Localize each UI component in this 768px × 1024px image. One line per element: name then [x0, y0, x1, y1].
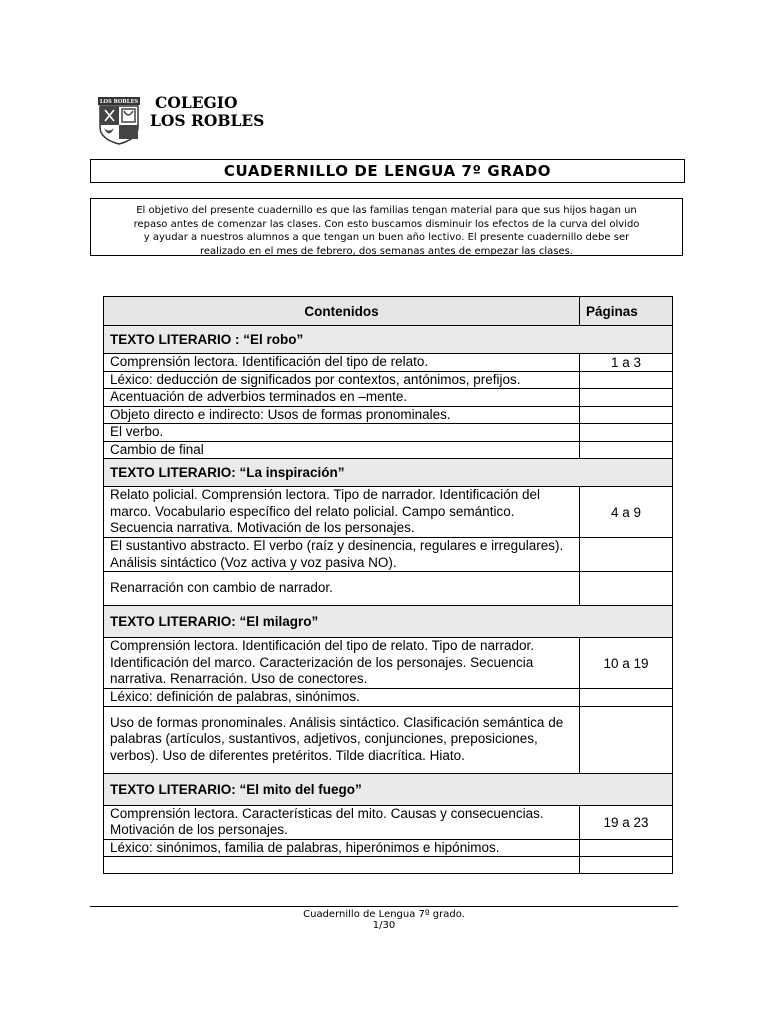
pages-cell — [580, 406, 673, 424]
content-cell: Relato policial. Comprensión lectora. Tipo de narrador. Identificación del marco. Vocabulario específico del relato policial. Campo semántico. Secuencia narrativa. Motivación de los personajes. — [104, 487, 580, 538]
pages-cell — [580, 689, 673, 707]
content-cell — [104, 857, 580, 874]
content-cell: El sustantivo abstracto. El verbo (raíz y desinencia, regulares e irregulares). Análisis sintáctico (Voz activa y voz pasiva NO). — [104, 538, 580, 572]
intro-line: El objetivo del presente cuadernillo es que las familias tengan material para que sus hijos hagan un — [136, 205, 637, 216]
pages-cell: 4 a 9 — [580, 487, 673, 538]
contents-table — [103, 296, 673, 874]
content-cell: Renarración con cambio de narrador. — [104, 572, 580, 606]
logo-text: LOS ROBLES — [99, 99, 139, 105]
pages-cell — [580, 706, 673, 773]
content-cell: Comprensión lectora. Características del mito. Causas y consecuencias. Motivación de los personajes. — [104, 805, 580, 839]
school-name-line2: LOS ROBLES — [150, 111, 265, 130]
pages-cell — [580, 857, 673, 874]
table-row — [104, 389, 673, 407]
page-number: 1/30 — [372, 920, 396, 931]
content-cell: Comprensión lectora. Identificación del tipo de relato. — [104, 354, 580, 372]
table-row — [104, 805, 673, 839]
section-row — [104, 606, 673, 638]
pages-cell: 19 a 23 — [580, 805, 673, 839]
table-header-row — [104, 297, 673, 326]
pages-cell — [580, 441, 673, 459]
section-title: TEXTO LITERARIO: “El mito del fuego” — [104, 773, 673, 805]
school-crest-logo — [98, 97, 140, 145]
content-cell: Léxico: definición de palabras, sinónimos. — [104, 689, 580, 707]
intro-line: repaso antes de comenzar las clases. Con esto buscamos disminuir los efectos de la curva del olvido — [133, 218, 640, 230]
intro-paragraph — [90, 198, 683, 256]
table-row — [104, 857, 673, 874]
content-cell: Léxico: deducción de significados por contextos, antónimos, prefijos. — [104, 371, 580, 389]
content-cell: Uso de formas pronominales. Análisis sintáctico. Clasificación semántica de palabras (artículos, sustantivos, adjetivos, conjunciones, preposiciones, verbos). Uso de diferentes pretéritos. Tilde diacrítica. Hiato. — [104, 706, 580, 773]
section-row — [104, 773, 673, 805]
pages-cell: 10 a 19 — [580, 638, 673, 689]
table-row — [104, 706, 673, 773]
pages-cell: 1 a 3 — [580, 354, 673, 372]
section-title: TEXTO LITERARIO: “El milagro” — [104, 606, 673, 638]
header-contenidos: Contenidos — [104, 297, 580, 326]
table-row — [104, 572, 673, 606]
school-name — [150, 94, 264, 130]
intro-line: y ayudar a nuestros alumnos a que tengan un buen año lectivo. El presente cuadernillo debe ser — [143, 232, 630, 243]
pages-cell — [580, 389, 673, 407]
header-paginas: Páginas — [580, 297, 673, 326]
footer-divider — [90, 906, 678, 907]
table-row — [104, 354, 673, 372]
table-row — [104, 538, 673, 572]
pages-cell — [580, 371, 673, 389]
table-row — [104, 441, 673, 459]
table-row — [104, 371, 673, 389]
table-row — [104, 487, 673, 538]
section-title: TEXTO LITERARIO : “El robo” — [104, 326, 673, 354]
table-row — [104, 424, 673, 442]
pages-cell — [580, 839, 673, 857]
content-cell: Cambio de final — [104, 441, 580, 459]
pages-cell — [580, 572, 673, 606]
intro-line: realizado en el mes de febrero, dos semanas antes de empezar las clases. — [200, 245, 573, 257]
section-row — [104, 459, 673, 487]
section-row — [104, 326, 673, 354]
content-cell: Acentuación de adverbios terminados en –mente. — [104, 389, 580, 407]
content-cell: Léxico: sinónimos, familia de palabras, hiperónimos e hipónimos. — [104, 839, 580, 857]
content-cell: Comprensión lectora. Identificación del tipo de relato. Tipo de narrador. Identificación del marco. Caracterización de los personajes. Secuencia narrativa. Renarración. Uso de conectores. — [104, 638, 580, 689]
table-row — [104, 689, 673, 707]
pages-cell — [580, 538, 673, 572]
content-cell: El verbo. — [104, 424, 580, 442]
table-row — [104, 839, 673, 857]
footer-text: Cuadernillo de Lengua 7º grado. — [303, 909, 465, 920]
content-cell: Objeto directo e indirecto: Usos de formas pronominales. — [104, 406, 580, 424]
table-row — [104, 638, 673, 689]
section-title: TEXTO LITERARIO: “La inspiración” — [104, 459, 673, 487]
table-row — [104, 406, 673, 424]
pages-cell — [580, 424, 673, 442]
document-title: CUADERNILLO DE LENGUA 7º GRADO — [90, 159, 685, 183]
school-name-line1: COLEGIO — [155, 93, 238, 112]
